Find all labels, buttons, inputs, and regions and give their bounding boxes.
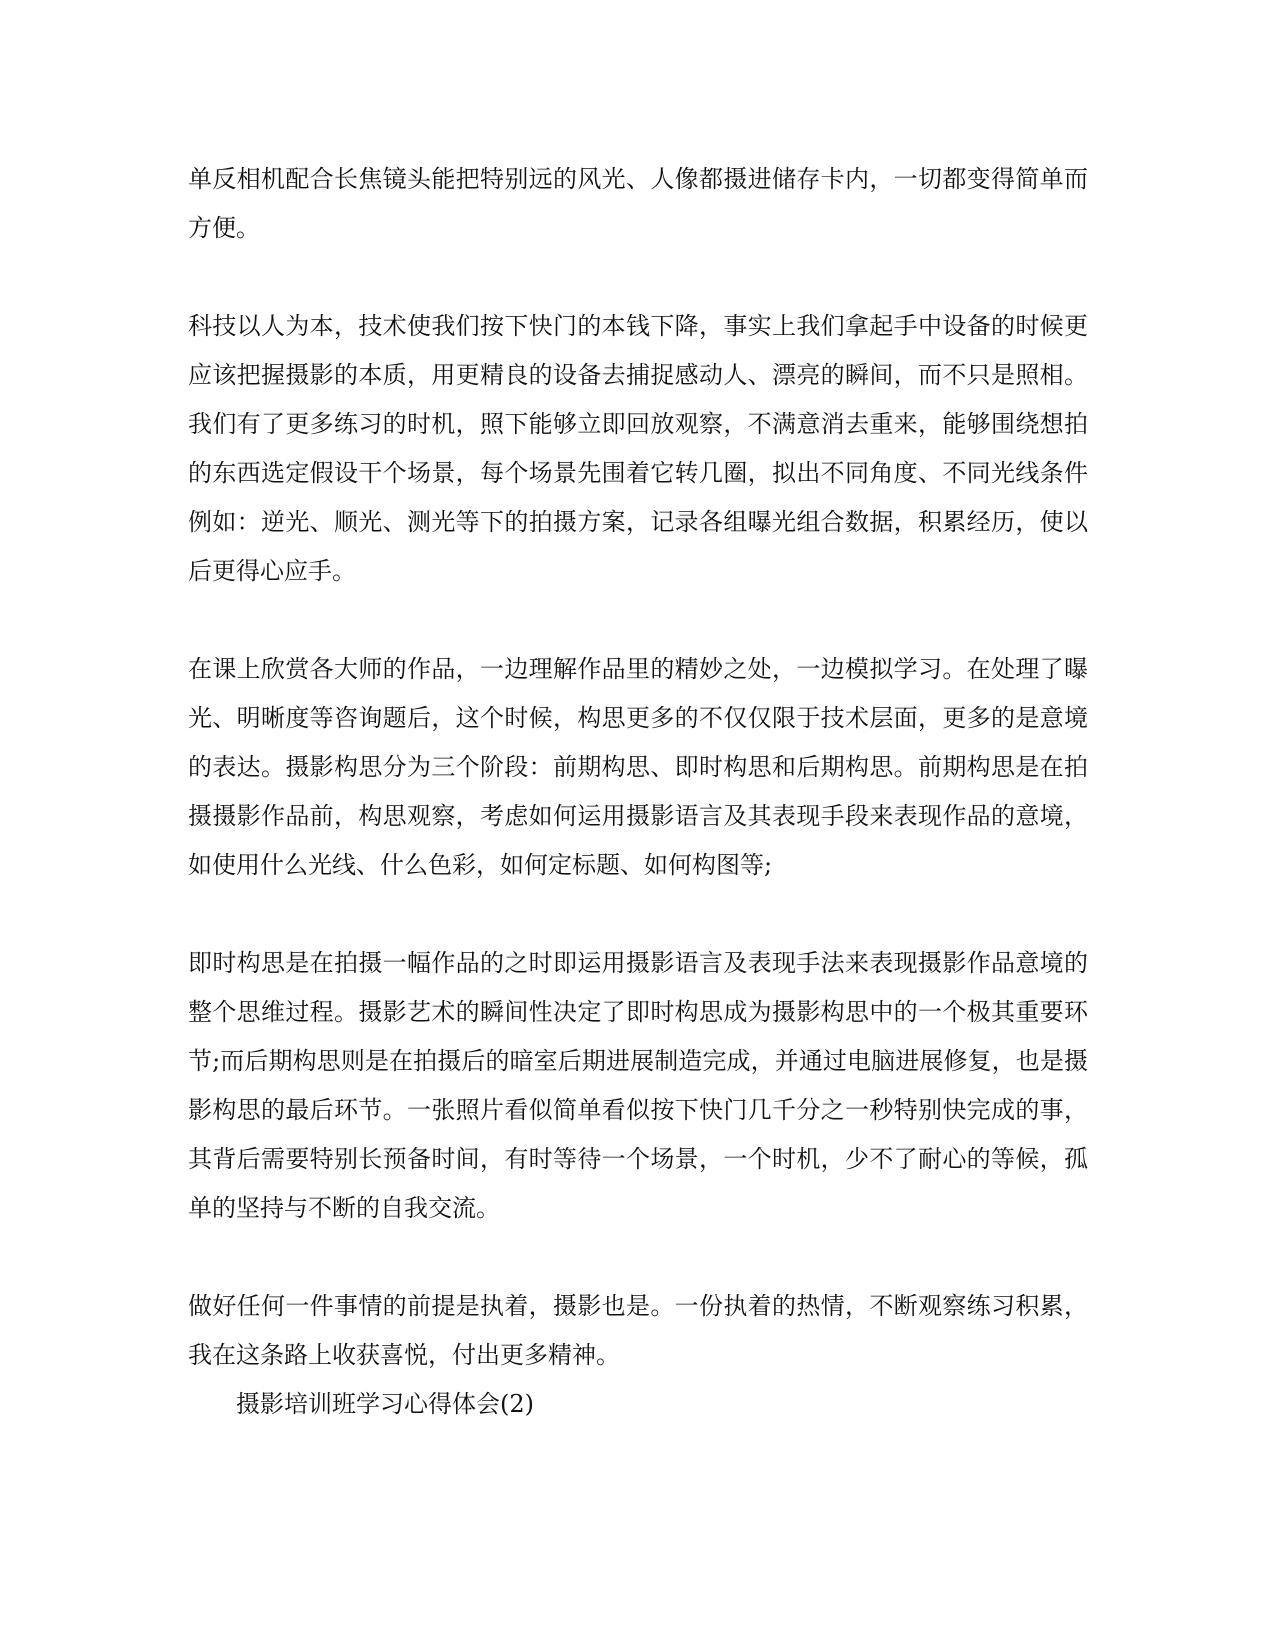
paragraph-3: 在课上欣赏各大师的作品，一边理解作品里的精妙之处，一边模拟学习。在处理了曝光、明晰度等咨询题后，这个时候，构思更多的不仅仅限于技术层面，更多的是意境的表达。摄影构思分为三个阶段：前期构思、即时构思和后期构思。前期构思是在拍摄摄影作品前，构思观察，考虑如何运用摄影语言及其表现手段来表现作品的意境，如使用什么光线、什么色彩，如何定标题、如何构图等; (188, 655, 1088, 879)
paragraph-5: 做好任何一件事情的前提是执着，摄影也是。一份执着的热情，不断观察练习积累，我在这条路上收获喜悦，付出更多精神。 (188, 1292, 1088, 1369)
document-body (188, 155, 1088, 1429)
paragraph-2: 科技以人为本，技术使我们按下快门的本钱下降，事实上我们拿起手中设备的时候更应该把握摄影的本质，用更精良的设备去捕捉感动人、漂亮的瞬间，而不只是照相。我们有了更多练习的时机，照下能够立即回放观察，不满意消去重来，能够围绕想拍的东西选定假设干个场景，每个场景先围着它转几圈，拟出不同角度、不同光线条件例如：逆光、顺光、测光等下的拍摄方案，记录各组曝光组合数据，积累经历，使以后更得心应手。 (188, 312, 1088, 585)
paragraph-1: 单反相机配合长焦镜头能把特别远的风光、人像都摄进储存卡内，一切都变得简单而方便。 (188, 165, 1088, 242)
section-subtitle: 摄影培训班学习心得体会(2) (236, 1390, 534, 1418)
paragraph-4: 即时构思是在拍摄一幅作品的之时即运用摄影语言及表现手法来表现摄影作品意境的整个思维过程。摄影艺术的瞬间性决定了即时构思成为摄影构思中的一个极其重要环节;而后期构思则是在拍摄后的暗室后期进展制造完成，并通过电脑进展修复，也是摄影构思的最后环节。一张照片看似简单看似按下快门几千分之一秒特别快完成的事，其背后需要特别长预备时间，有时等待一个场景，一个时机，少不了耐心的等候，孤单的坚持与不断的自我交流。 (188, 949, 1088, 1222)
